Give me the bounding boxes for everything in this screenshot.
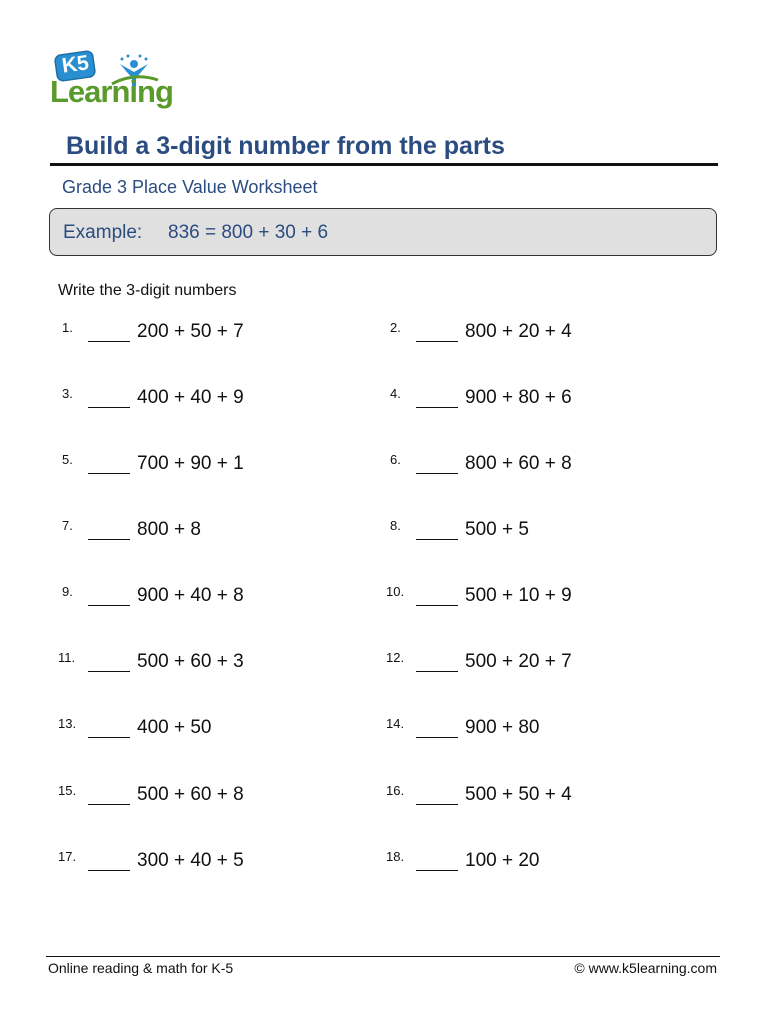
answer-blank[interactable] <box>416 539 458 540</box>
footer-divider <box>46 956 720 957</box>
footer-tagline: Online reading & math for K-5 <box>48 960 234 976</box>
worksheet-subtitle: Grade 3 Place Value Worksheet <box>62 177 318 197</box>
problem-7 <box>62 518 362 548</box>
problem-expression: 500 + 50 + 4 <box>465 784 572 805</box>
answer-blank[interactable] <box>416 737 458 738</box>
problem-expression: 900 + 80 <box>465 717 540 738</box>
problem-number: 10. <box>386 584 405 599</box>
problem-17 <box>58 849 358 879</box>
answer-blank[interactable] <box>88 539 130 540</box>
problem-number: 1. <box>62 320 73 335</box>
problem-13 <box>58 716 358 746</box>
problem-expression: 700 + 90 + 1 <box>137 453 244 474</box>
problem-number: 15. <box>58 783 77 798</box>
answer-blank[interactable] <box>416 870 458 871</box>
problem-number: 11. <box>58 650 76 665</box>
problem-expression: 500 + 10 + 9 <box>465 585 572 606</box>
example-equation: 836 = 800 + 30 + 6 <box>168 222 329 243</box>
problem-number: 9. <box>62 584 73 599</box>
answer-blank[interactable] <box>88 870 130 871</box>
problem-3 <box>62 386 362 416</box>
answer-blank[interactable] <box>88 341 130 342</box>
answer-blank[interactable] <box>88 407 130 408</box>
logo-word-text: Learning <box>50 74 173 109</box>
problem-expression: 500 + 20 + 7 <box>465 651 572 672</box>
problem-number: 14. <box>386 716 405 731</box>
problem-number: 6. <box>390 452 401 467</box>
answer-blank[interactable] <box>88 605 130 606</box>
example-label: Example: <box>63 222 143 243</box>
problem-expression: 500 + 5 <box>465 519 529 540</box>
worksheet-title: Build a 3-digit number from the parts <box>66 132 505 160</box>
problem-18 <box>386 849 686 879</box>
problem-expression: 400 + 40 + 9 <box>137 387 244 408</box>
problem-12 <box>386 650 686 680</box>
logo-badge-text: K5 <box>60 51 91 78</box>
problem-expression: 500 + 60 + 3 <box>137 651 244 672</box>
answer-blank[interactable] <box>416 341 458 342</box>
problem-number: 7. <box>62 518 73 533</box>
answer-blank[interactable] <box>416 804 458 805</box>
problem-1 <box>62 320 362 350</box>
answer-blank[interactable] <box>416 407 458 408</box>
problem-5 <box>62 452 362 482</box>
answer-blank[interactable] <box>416 473 458 474</box>
answer-blank[interactable] <box>88 671 130 672</box>
problem-number: 8. <box>390 518 401 533</box>
problem-11 <box>58 650 358 680</box>
answer-blank[interactable] <box>416 671 458 672</box>
example-box <box>49 208 717 256</box>
problem-9 <box>62 584 362 614</box>
problem-expression: 800 + 8 <box>137 519 201 540</box>
answer-blank[interactable] <box>88 737 130 738</box>
k5-learning-logo <box>48 50 188 112</box>
problem-number: 18. <box>386 849 405 864</box>
problem-10 <box>386 584 686 614</box>
footer-website-link[interactable]: © www.k5learning.com <box>574 960 717 976</box>
instructions: Write the 3-digit numbers <box>58 282 237 299</box>
problem-expression: 800 + 60 + 8 <box>465 453 572 474</box>
problem-number: 16. <box>386 783 405 798</box>
answer-blank[interactable] <box>88 473 130 474</box>
problem-expression: 500 + 60 + 8 <box>137 784 244 805</box>
problem-expression: 900 + 80 + 6 <box>465 387 572 408</box>
problem-expression: 200 + 50 + 7 <box>137 321 244 342</box>
problem-expression: 400 + 50 <box>137 717 212 738</box>
problem-number: 3. <box>62 386 73 401</box>
problem-16 <box>386 783 686 813</box>
problem-expression: 800 + 20 + 4 <box>465 321 572 342</box>
problem-4 <box>390 386 690 416</box>
problem-2 <box>390 320 690 350</box>
problem-number: 12. <box>386 650 405 665</box>
problem-6 <box>390 452 690 482</box>
problem-expression: 300 + 40 + 5 <box>137 850 244 871</box>
answer-blank[interactable] <box>416 605 458 606</box>
problem-14 <box>386 716 686 746</box>
problem-number: 4. <box>390 386 401 401</box>
problem-number: 13. <box>58 716 77 731</box>
problem-expression: 900 + 40 + 8 <box>137 585 244 606</box>
problem-expression: 100 + 20 <box>465 850 540 871</box>
problem-number: 17. <box>58 849 77 864</box>
problem-number: 5. <box>62 452 73 467</box>
answer-blank[interactable] <box>88 804 130 805</box>
problem-number: 2. <box>390 320 401 335</box>
problem-8 <box>390 518 690 548</box>
problem-15 <box>58 783 358 813</box>
title-divider <box>50 163 718 166</box>
